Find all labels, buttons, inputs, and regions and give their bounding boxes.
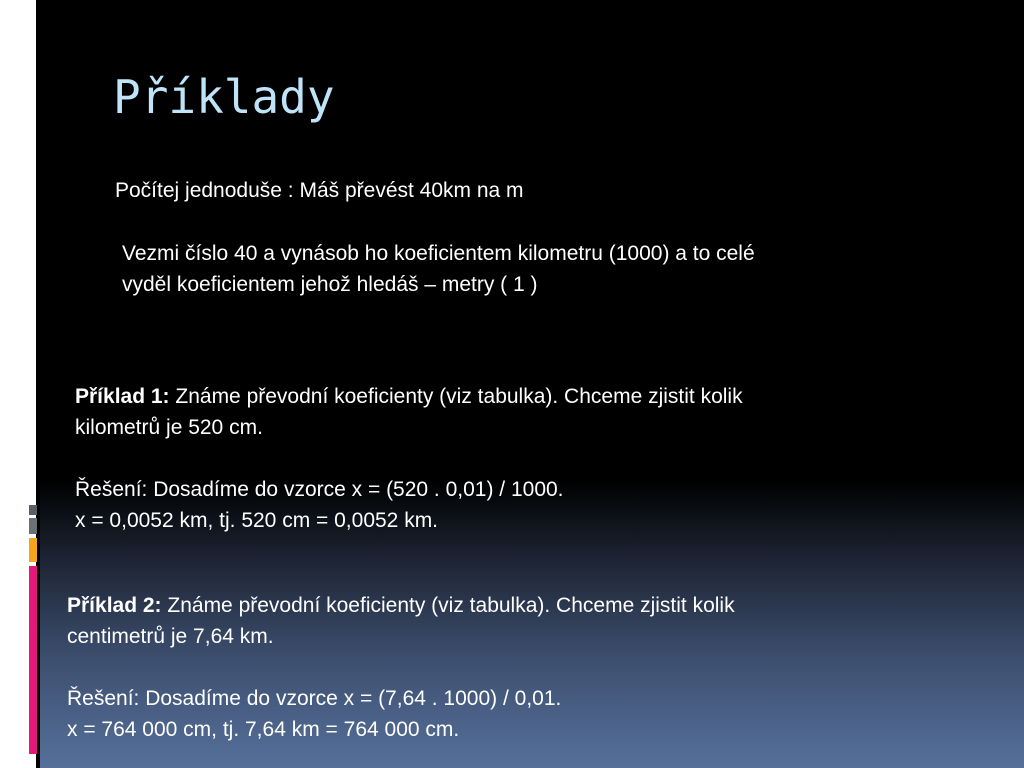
example-2-text-line-1: Známe převodní koeficienty (viz tabulka). Chceme zjistit kolik [161, 594, 735, 617]
example-1-text-line-2: kilometrů je 520 cm. [75, 416, 263, 439]
example-2-statement [67, 590, 927, 621]
hint-text [122, 238, 922, 300]
intro-text [115, 175, 524, 206]
side-accent-tabs [0, 0, 40, 768]
example-1-block [75, 381, 935, 536]
example-1-solution-line-2: x = 0,0052 km, tj. 520 cm = 0,0052 km. [75, 509, 439, 532]
example-2-label: Příklad 2: [67, 594, 162, 617]
accent-tab-orange [29, 538, 37, 562]
example-1-text-line-1: Známe převodní koeficienty (viz tabulka). Chceme zjistit kolik [169, 385, 743, 408]
slide-title: Příklady [113, 70, 335, 124]
accent-tab-pink [29, 566, 37, 754]
hint-line-2: vyděl koeficientem jehož hledáš – metry ( 1 ) [122, 273, 538, 296]
accent-tab-gray-top [29, 505, 37, 515]
intro-line: Počítej jednoduše : Máš převést 40km na m [115, 179, 524, 202]
example-2-solution-line-2: x = 764 000 cm, tj. 7,64 km = 764 000 cm. [67, 718, 460, 741]
example-2-solution-line-1: Řešení: Dosadíme do vzorce x = (7,64 . 1000) / 0,01. [67, 687, 562, 710]
example-2-block [67, 590, 927, 745]
example-1-solution-line-1: Řešení: Dosadíme do vzorce x = (520 . 0,01) / 1000. [75, 478, 564, 501]
example-1-label: Příklad 1: [75, 385, 170, 408]
example-2-text-line-2: centimetrů je 7,64 km. [67, 625, 274, 648]
example-2-gap [67, 652, 927, 683]
example-1-statement [75, 381, 935, 412]
example-1-gap [75, 443, 935, 474]
hint-line-1: Vezmi číslo 40 a vynásob ho koeficientem kilometru (1000) a to celé [122, 242, 755, 265]
accent-tab-gray [29, 518, 37, 534]
